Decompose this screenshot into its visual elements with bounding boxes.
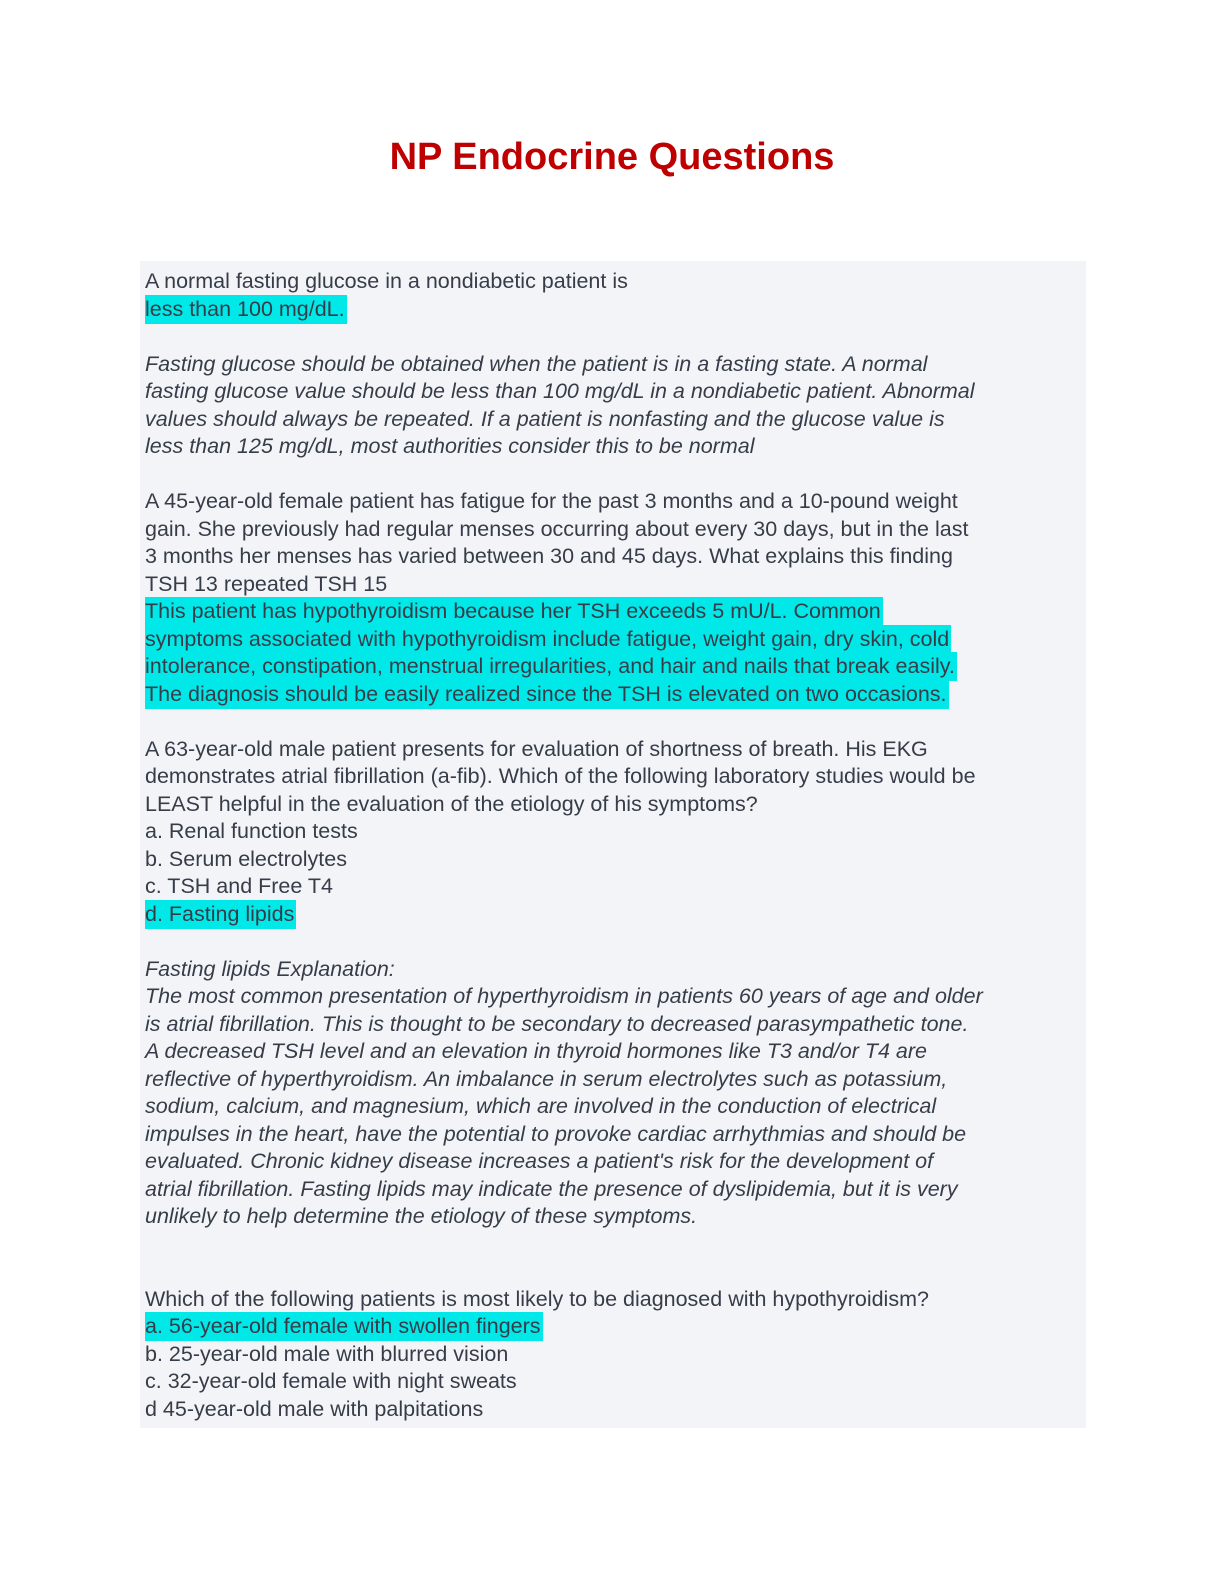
highlighted-text: symptoms associated with hypothyroidism include fatigue, weight gain, dry skin, cold xyxy=(145,625,951,654)
line-text: Which of the following patients is most likely to be diagnosed with hypothyroidism? xyxy=(145,1286,929,1311)
text-line xyxy=(145,406,1081,434)
line-text: b. Serum electrolytes xyxy=(145,846,347,871)
text-line xyxy=(145,791,1081,819)
line-text: A 63-year-old male patient presents for evaluation of shortness of breath. His EKG xyxy=(145,736,928,761)
text-line xyxy=(145,598,1081,626)
text-line xyxy=(145,516,1081,544)
text-line xyxy=(145,378,1081,406)
line-text: LEAST helpful in the evaluation of the etiology of his symptoms? xyxy=(145,791,758,816)
line-text: A normal fasting glucose in a nondiabetic patient is xyxy=(145,269,628,293)
line-text: b. 25-year-old male with blurred vision xyxy=(145,1341,509,1366)
text-line xyxy=(145,818,1081,846)
line-text: fasting glucose value should be less than 100 mg/dL in a nondiabetic patient. Abnormal xyxy=(145,379,975,403)
line-text: d 45-year-old male with palpitations xyxy=(145,1396,484,1421)
line-text: A 45-year-old female patient has fatigue for the past 3 months and a 10-pound weight xyxy=(145,489,958,513)
highlighted-text: This patient has hypothyroidism because her TSH exceeds 5 mU/L. Common xyxy=(145,597,883,626)
blank-line xyxy=(145,1258,1081,1286)
line-text: Fasting lipids Explanation: xyxy=(145,956,395,981)
line-text: evaluated. Chronic kidney disease increases a patient's risk for the development of xyxy=(145,1149,934,1173)
text-line xyxy=(145,1203,1081,1231)
blank-line xyxy=(145,461,1081,489)
line-text: values should always be repeated. If a patient is nonfasting and the glucose value is xyxy=(145,406,945,431)
line-text: Fasting glucose should be obtained when the patient is in a fasting state. A normal xyxy=(145,351,928,376)
line-text: c. TSH and Free T4 xyxy=(145,874,334,898)
highlighted-text: d. Fasting lipids xyxy=(145,900,296,929)
text-line xyxy=(145,983,1081,1011)
text-line xyxy=(145,956,1081,984)
line-text: is atrial fibrillation. This is thought to be secondary to decreased parasympathetic tone. xyxy=(145,1011,969,1036)
text-line xyxy=(145,736,1081,764)
text-line xyxy=(145,1066,1081,1094)
line-text: sodium, calcium, and magnesium, which are involved in the conduction of electrical xyxy=(145,1094,937,1118)
line-text: unlikely to help determine the etiology of these symptoms. xyxy=(145,1204,698,1228)
text-line xyxy=(145,1368,1081,1396)
line-text: demonstrates atrial fibrillation (a-fib). Which of the following laboratory studies would be xyxy=(145,764,976,788)
text-line xyxy=(145,1286,1081,1314)
blank-line xyxy=(145,708,1081,736)
line-text: a. Renal function tests xyxy=(145,819,358,843)
highlighted-text: less than 100 mg/dL. xyxy=(145,295,347,324)
blank-line xyxy=(145,1231,1081,1259)
text-line xyxy=(145,488,1081,516)
text-line xyxy=(145,626,1081,654)
text-line xyxy=(145,1011,1081,1039)
text-line xyxy=(145,1341,1081,1369)
content-panel xyxy=(140,261,1086,1428)
text-line xyxy=(145,653,1081,681)
line-text: A decreased TSH level and an elevation in thyroid hormones like T3 and/or T4 are xyxy=(145,1039,927,1063)
line-text: 3 months her menses has varied between 30 and 45 days. What explains this finding xyxy=(145,544,953,568)
text-line xyxy=(145,681,1081,709)
text-line xyxy=(145,1121,1081,1149)
text-line xyxy=(145,296,1081,324)
text-line xyxy=(145,571,1081,599)
text-line xyxy=(145,901,1081,929)
line-text: less than 125 mg/dL, most authorities consider this to be normal xyxy=(145,434,755,458)
line-text: gain. She previously had regular menses occurring about every 30 days, but in the last xyxy=(145,516,969,541)
text-line xyxy=(145,1313,1081,1341)
text-line xyxy=(145,1176,1081,1204)
line-text: TSH 13 repeated TSH 15 xyxy=(145,571,388,596)
highlighted-text: intolerance, constipation, menstrual irregularities, and hair and nails that break easily. xyxy=(145,652,957,681)
text-line xyxy=(145,763,1081,791)
text-line xyxy=(145,433,1081,461)
highlighted-text: a. 56-year-old female with swollen fingers xyxy=(145,1312,543,1341)
text-line xyxy=(145,351,1081,379)
text-line xyxy=(145,1093,1081,1121)
line-text: atrial fibrillation. Fasting lipids may indicate the presence of dyslipidemia, but it is very xyxy=(145,1176,958,1201)
highlighted-text: The diagnosis should be easily realized since the TSH is elevated on two occasions. xyxy=(145,680,949,709)
text-line xyxy=(145,1396,1081,1424)
text-line xyxy=(145,268,1081,296)
page-title: NP Endocrine Questions xyxy=(389,136,835,178)
line-text: reflective of hyperthyroidism. An imbalance in serum electrolytes such as potassium, xyxy=(145,1066,948,1091)
text-line xyxy=(145,1148,1081,1176)
text-line xyxy=(145,543,1081,571)
blank-line xyxy=(145,323,1081,351)
line-text: impulses in the heart, have the potential to provoke cardiac arrhythmias and should be xyxy=(145,1121,967,1146)
line-text: c. 32-year-old female with night sweats xyxy=(145,1369,517,1393)
text-line xyxy=(145,873,1081,901)
text-line xyxy=(145,1038,1081,1066)
line-text: The most common presentation of hyperthyroidism in patients 60 years of age and older xyxy=(145,984,983,1008)
blank-line xyxy=(145,928,1081,956)
text-line xyxy=(145,846,1081,874)
